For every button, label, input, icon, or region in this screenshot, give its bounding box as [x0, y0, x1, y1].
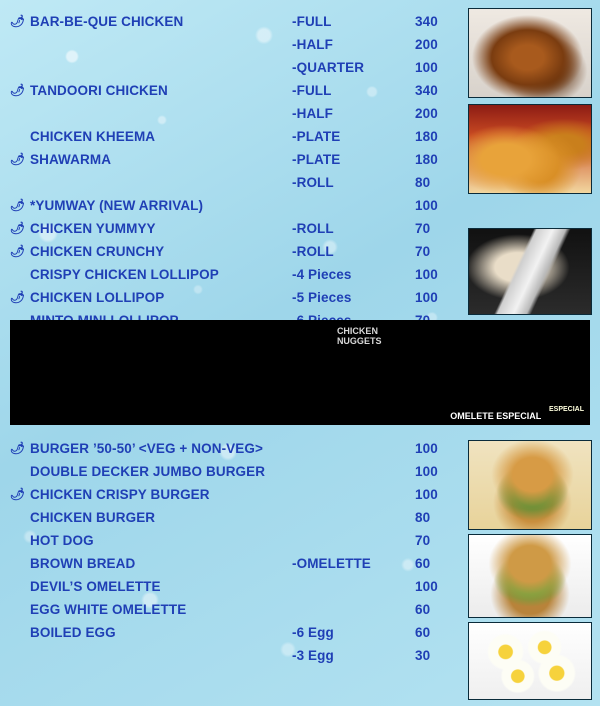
item-name: BROWN BREAD [30, 556, 136, 571]
spicy-chili-icon: 🌶 [10, 198, 26, 212]
shawarma-roll-photo [468, 228, 592, 315]
spicy-chili-icon: 🌶 [10, 290, 26, 304]
item-price: 100 [415, 290, 438, 305]
item-price: 100 [415, 441, 438, 456]
roast-chicken-image [469, 9, 591, 97]
menu-item-row[interactable] [0, 286, 462, 309]
menu-item-row[interactable] [0, 263, 462, 286]
item-price: 30 [415, 648, 431, 663]
menu-item-row[interactable] [0, 79, 462, 102]
menu-item-row[interactable] [0, 240, 462, 263]
item-name: BAR-BE-QUE CHICKEN [30, 14, 184, 29]
omelette-sub-caption: ESPECIAL [548, 406, 584, 413]
nuggets-caption: CHICKEN NUGGETS [336, 326, 382, 346]
chicken-burger-image [469, 535, 591, 617]
item-price: 100 [415, 267, 438, 282]
item-price: 100 [415, 198, 438, 213]
spicy-chili-icon: 🌶 [10, 487, 26, 501]
boiled-eggs-image [469, 623, 591, 699]
item-variant: -ROLL [292, 175, 334, 190]
item-variant: -ROLL [292, 244, 334, 259]
burger-fries-photo [468, 440, 592, 530]
item-name: DEVIL’S OMELETTE [30, 579, 161, 594]
item-price: 80 [415, 510, 431, 525]
menu-item-row[interactable] [0, 148, 462, 171]
item-variant: -QUARTER [292, 60, 365, 75]
item-variant: -6 Egg [292, 625, 334, 640]
item-variant: -PLATE [292, 152, 341, 167]
roast-chicken-photo [468, 8, 592, 98]
fried-chicken-photo [468, 104, 592, 194]
item-name: BOILED EGG [30, 625, 116, 640]
item-name: *YUMWAY (NEW ARRIVAL) [30, 198, 204, 213]
menu-item-row[interactable] [0, 598, 462, 621]
omelette-caption: OMELETE ESPECIAL [450, 411, 542, 421]
item-variant: -PLATE [292, 129, 341, 144]
item-price: 200 [415, 37, 438, 52]
item-name: CRISPY CHICKEN LOLLIPOP [30, 267, 219, 282]
item-name: CHICKEN CRUNCHY [30, 244, 165, 259]
item-name: BURGER ’50-50’ <VEG + NON-VEG> [30, 441, 263, 456]
spicy-chili-icon: 🌶 [10, 244, 26, 258]
item-price: 60 [415, 625, 431, 640]
chicken-burger-photo [468, 534, 592, 618]
menu-item-row[interactable] [0, 552, 462, 575]
item-price: 100 [415, 579, 438, 594]
item-variant: -FULL [292, 14, 332, 29]
item-name: CHICKEN CRISPY BURGER [30, 487, 210, 502]
spicy-chili-icon: 🌶 [10, 441, 26, 455]
item-price: 100 [415, 464, 438, 479]
item-price: 100 [415, 487, 438, 502]
menu-item-row[interactable] [0, 125, 462, 148]
menu-item-row[interactable] [0, 529, 462, 552]
menu-item-row[interactable] [0, 483, 462, 506]
menu-item-row[interactable] [0, 10, 462, 33]
menu-item-row[interactable] [0, 171, 462, 194]
spicy-chili-icon: 🌶 [10, 83, 26, 97]
item-price: 70 [415, 221, 431, 236]
item-price: 180 [415, 129, 438, 144]
platter-photo [157, 322, 299, 423]
spicy-chili-icon: 🌶 [10, 221, 26, 235]
menu-item-row[interactable] [0, 460, 462, 483]
item-variant: -FULL [292, 83, 332, 98]
item-price: 340 [415, 14, 438, 29]
menu-item-row[interactable] [0, 575, 462, 598]
item-variant: -HALF [292, 37, 333, 52]
menu-section-burgers-eggs [0, 437, 462, 667]
item-name: CHICKEN KHEEMA [30, 129, 156, 144]
menu-item-row[interactable] [0, 194, 462, 217]
item-variant: -5 Pieces [292, 290, 352, 305]
item-name: TANDOORI CHICKEN [30, 83, 168, 98]
item-name: SHAWARMA [30, 152, 112, 167]
omelette-photo [446, 322, 588, 423]
item-name: HOT DOG [30, 533, 94, 548]
item-price: 60 [415, 556, 431, 571]
item-price: 80 [415, 175, 431, 190]
item-price: 200 [415, 106, 438, 121]
spicy-chili-icon: 🌶 [10, 152, 26, 166]
item-name: CHICKEN LOLLIPOP [30, 290, 165, 305]
spicy-chili-icon: 🌶 [10, 14, 26, 28]
item-price: 60 [415, 602, 431, 617]
item-price: 70 [415, 533, 431, 548]
item-price: 100 [415, 60, 438, 75]
menu-item-row[interactable] [0, 437, 462, 460]
item-variant: -ROLL [292, 221, 334, 236]
item-variant: -3 Egg [292, 648, 334, 663]
item-name: EGG WHITE OMELETTE [30, 602, 187, 617]
item-variant: -HALF [292, 106, 333, 121]
seekh-kabab-photo [12, 322, 154, 423]
item-price: 340 [415, 83, 438, 98]
item-variant: -4 Pieces [292, 267, 352, 282]
item-name: CHICKEN BURGER [30, 510, 156, 525]
shawarma-roll-image [469, 229, 591, 314]
burger-fries-image [469, 441, 591, 529]
item-variant: -OMELETTE [292, 556, 371, 571]
menu-item-row[interactable] [0, 217, 462, 240]
item-price: 180 [415, 152, 438, 167]
boiled-eggs-photo [468, 622, 592, 700]
menu-item-row[interactable] [0, 621, 462, 644]
menu-item-row[interactable] [0, 33, 462, 56]
menu-item-row[interactable] [0, 102, 462, 125]
menu-item-row[interactable] [0, 644, 462, 667]
menu-item-row[interactable] [0, 56, 462, 79]
menu-item-row[interactable] [0, 506, 462, 529]
item-name: DOUBLE DECKER JUMBO BURGER [30, 464, 266, 479]
photo-strip [10, 320, 590, 425]
item-price: 70 [415, 244, 431, 259]
fried-chicken-image [469, 105, 591, 193]
item-name: CHICKEN YUMMYY [30, 221, 156, 236]
nuggets-photo [302, 322, 444, 423]
